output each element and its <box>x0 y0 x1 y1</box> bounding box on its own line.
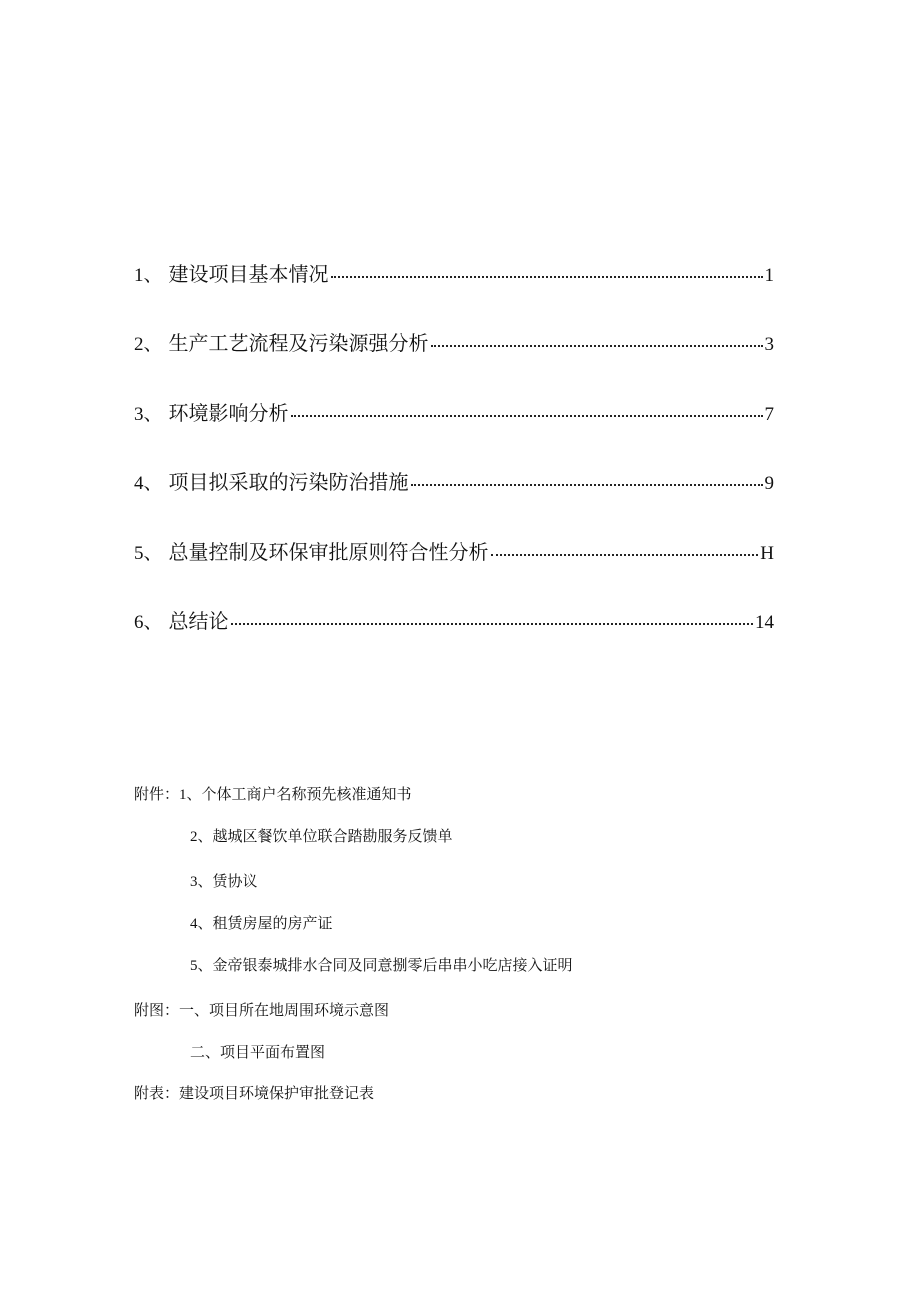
attachment-text: 金帝银泰城排水合同及同意捌零后串串小吃店接入证明 <box>212 956 573 974</box>
attachment-text: 赁协议 <box>212 872 258 890</box>
toc-page-number: 3 <box>764 334 774 355</box>
toc-leader-dots <box>331 276 763 278</box>
attachment-text: 个体工商户名称预先核准通知书 <box>201 785 412 803</box>
toc-page-number: 9 <box>764 473 774 494</box>
toc-title: 环境影响分析 <box>168 401 289 425</box>
toc-leader-dots <box>231 623 753 625</box>
toc-page-number: 7 <box>764 404 774 425</box>
attachment-item-2 <box>190 825 453 846</box>
tables-label: 附表： <box>134 1084 180 1102</box>
figures-label: 附图： <box>134 1001 180 1019</box>
toc-leader-dots <box>491 554 759 556</box>
attachment-item-4 <box>190 912 333 933</box>
toc-entry-5[interactable] <box>134 536 774 566</box>
toc-title: 生产工艺流程及污染源强分析 <box>168 331 429 355</box>
attachments-label: 附件： <box>134 785 180 803</box>
attachment-item-3 <box>190 870 258 891</box>
attachment-item-1 <box>134 783 412 804</box>
toc-number: 6、 <box>134 612 163 633</box>
toc-entry-3[interactable] <box>134 397 774 427</box>
attachment-number: 4、 <box>190 916 213 932</box>
figure-item-2 <box>190 1041 325 1062</box>
toc-entry-2[interactable] <box>134 327 774 357</box>
toc-title: 建设项目基本情况 <box>168 262 329 286</box>
attachment-number: 1、 <box>179 787 202 803</box>
toc-title: 总结论 <box>168 609 229 633</box>
attachment-number: 2、 <box>190 829 213 845</box>
figure-item-1 <box>134 999 389 1020</box>
table-text: 建设项目环境保护审批登记表 <box>179 1084 375 1102</box>
toc-leader-dots <box>291 415 763 417</box>
toc-number: 4、 <box>134 473 163 494</box>
toc-page-number: H <box>760 543 774 564</box>
attachment-number: 5、 <box>190 958 213 974</box>
toc-title: 总量控制及环保审批原则符合性分析 <box>168 540 489 564</box>
table-item-1 <box>134 1082 374 1103</box>
figure-text: 二、项目平面布置图 <box>190 1043 326 1061</box>
attachment-text: 租赁房屋的房产证 <box>212 914 333 932</box>
toc-number: 2、 <box>134 334 163 355</box>
toc-number: 5、 <box>134 543 163 564</box>
toc-leader-dots <box>411 484 763 486</box>
attachment-text: 越城区餐饮单位联合踏勘服务反馈单 <box>212 827 453 845</box>
toc-number: 3、 <box>134 404 163 425</box>
attachment-number: 3、 <box>190 874 213 890</box>
toc-entry-6[interactable] <box>134 605 774 635</box>
toc-leader-dots <box>431 345 763 347</box>
toc-number: 1、 <box>134 265 163 286</box>
toc-page-number: 14 <box>755 612 774 633</box>
toc-page-number: 1 <box>764 265 774 286</box>
attachment-item-5 <box>190 954 573 975</box>
toc-entry-4[interactable] <box>134 466 774 496</box>
toc-entry-1[interactable] <box>134 258 774 288</box>
toc-title: 项目拟采取的污染防治措施 <box>168 470 409 494</box>
figure-text: 一、项目所在地周围环境示意图 <box>179 1001 390 1019</box>
